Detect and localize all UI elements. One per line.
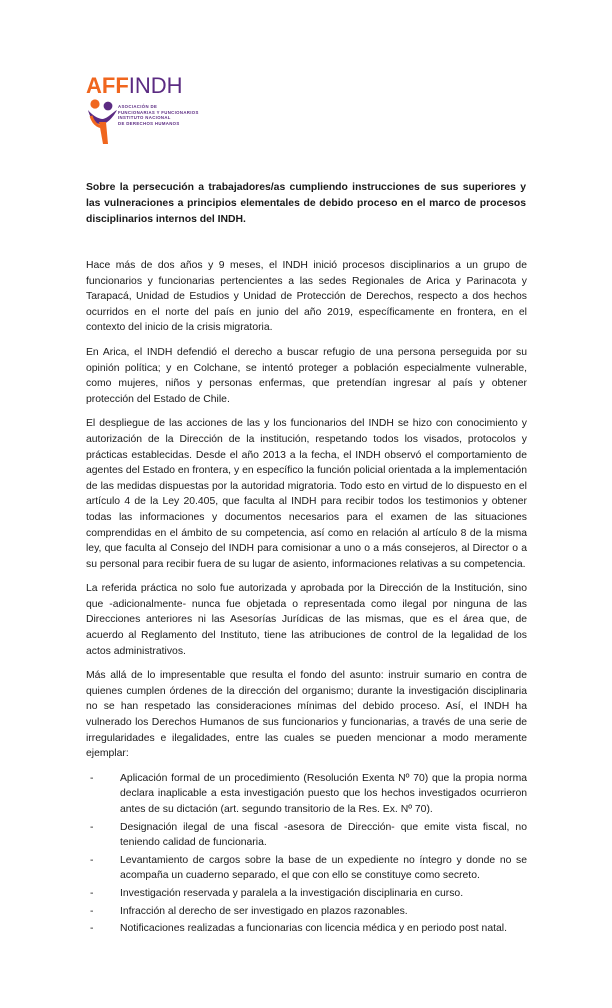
list-item [86, 853, 527, 884]
bullet-marker: - [90, 772, 94, 784]
document-title: Sobre la persecución a trabajadores/as cumpliendo instrucciones de sus superiores y las vulneraciones a principios elementales de debido proceso en el marco de procesos disciplinarios internos del INDH. [86, 182, 526, 225]
list-item-text: Notificaciones realizadas a funcionarias con licencia médica y en periodo post natal. [120, 923, 507, 935]
document-body [86, 258, 527, 939]
list-item [86, 921, 527, 937]
list-item-text: Designación ilegal de una fiscal -asesora de Dirección- que emite vista fiscal, no teniendo calidad de funcionaria. [120, 821, 527, 849]
logo-wordmark [86, 74, 183, 98]
list-item-text: Investigación reservada y paralela a la investigación disciplinaria en curso. [120, 887, 464, 899]
logo-subtitle: ASOCIACIÓN DE FUNCIONARIAS Y FUNCIONARIOS INSTITUTO NACIONAL DE DERECHOS HUMANOS [118, 104, 199, 126]
paragraph: Más allá de lo impresentable que resulta el fondo del asunto: instruir sumario en contra de quienes cumplen órdenes de la dirección del organismo; durante la investigación disciplinaria no se han respetado las consideraciones mínimas del debido proceso. Así, el INDH ha vulnerado los Derechos Humanos de sus funcionarios y funcionarias, a través de una serie de irregularidades e ilegalidades, entre las cuales se pueden mencionar a modo meramente ejemplar: [86, 670, 527, 760]
bullet-marker: - [90, 923, 94, 935]
list-item-text: Levantamiento de cargos sobre la base de un expediente no íntegro y donde no se acompaña un cuaderno separado, el que con ello se constituye como secreto. [120, 854, 527, 882]
paragraph: En Arica, el INDH defendió el derecho a buscar refugio de una persona perseguida por su opinión política; y en Colchane, se intentó proteger a población especialmente vulnerable, como mujeres, niños y personas enfermas, que pretendían ingresar al país y obtener protección del Estado de Chile. [86, 346, 527, 405]
list-item [86, 886, 527, 902]
bullet-marker: - [90, 887, 94, 899]
bullet-marker: - [90, 821, 94, 833]
logo-indh-text: INDH [128, 73, 183, 98]
logo-aff-text: AFF [86, 73, 129, 98]
affindh-logo [86, 74, 226, 144]
paragraph: Hace más de dos años y 9 meses, el INDH inició procesos disciplinarios a un grupo de funcionarios y funcionarias pertencientes a las sedes Regionales de Arica y Parinacota y Tarapacá, Unidad de Estudios y Unidad de Protección de Derechos, respecto a dos hechos ocurridos en el norte del país en junio del año 2019, específicamente en frontera, en el contexto del inicio de la crisis migratoria. [86, 260, 527, 334]
list-item [86, 904, 527, 920]
paragraph: La referida práctica no solo fue autorizada y aprobada por la Dirección de la Institución, sino que -adicionalmente- nunca fue objetada o representada como ilegal por ninguna de las Direcciones anteriores ni las Asesorías Jurídicas de las mismas, que es el área que, de acuerdo al Reglamento del Instituto, tiene las atribuciones de control de la legalidad de los actos administrativos. [86, 583, 527, 657]
bullet-marker: - [90, 905, 94, 917]
list-item [86, 771, 527, 818]
paragraph: El despliegue de las acciones de las y los funcionarios del INDH se hizo con conocimiento y autorización de la Dirección de la institución, respetando todos los visados, protocolos y prácticas establecidas. Desde el año 2013 a la fecha, el INDH observó el comportamiento de agentes del Estado en frontera, y en específico la función policial orientada a la implementación de las medidas dispuestas por la autoridad migratoria. Todo esto en virtud de lo dispuesto en el artículo 4 de la Ley 20.405, que faculta al INDH para recibir todos los testimonios y obtener todas las informaciones y documentos necesarios para el examen de las situaciones comprendidas en el ámbito de su competencia, así como en relación al artículo 8 de la misma ley, que faculta al Consejo del INDH para comisionar a uno o a más consejeros, al Director o a su personal para recibir fuera de su lugar de asiento, informaciones relativas a su competencia. [86, 418, 527, 570]
list-item-text: Aplicación formal de un procedimiento (Resolución Exenta Nº 70) que la propia norma declara inaplicable a esta investigación puesto que los hechos investigados ocurrieron antes de su dictación (art. segundo transitorio de la Res. Ex. Nº 70). [120, 772, 527, 815]
list-item-text: Infracción al derecho de ser investigado en plazos razonables. [120, 905, 408, 917]
list-item [86, 820, 527, 851]
irregularities-list [86, 771, 527, 937]
bullet-marker: - [90, 854, 94, 866]
